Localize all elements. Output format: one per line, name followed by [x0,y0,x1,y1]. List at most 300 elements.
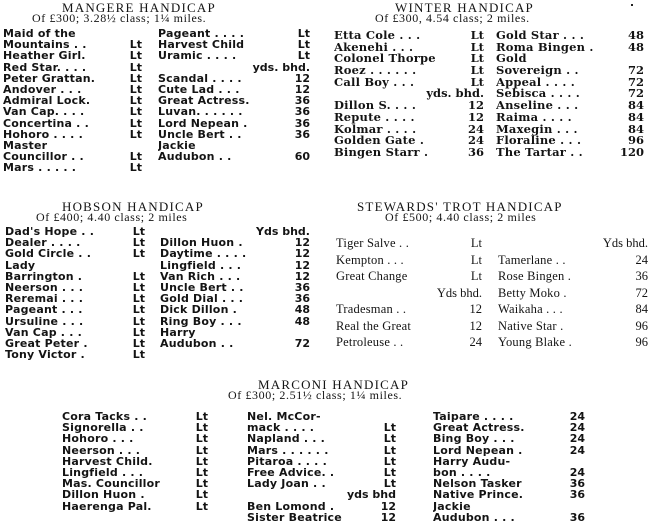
entry-row [62,410,208,421]
entry-row [334,40,484,52]
handicap-mark: Lt [383,443,396,457]
horse-name: Kolmar . . . . [334,121,417,136]
handicap-mark: Lt [129,150,142,164]
entry-row [433,466,585,477]
handicap-mark: 12 [467,109,484,124]
horse-name: Pageant . . . . [158,27,245,40]
horse-name: Master [3,138,48,152]
entry-row [160,247,310,261]
entry-row [433,432,585,446]
horse-name: Hohoro . . . . [3,127,83,141]
handicap-mark: Lt [132,348,145,362]
horse-name: Dad's Hope . . [5,225,95,238]
handicap-mark: Lt [132,236,145,250]
handicap-mark: 72 [627,74,644,89]
handicap-mark: 96 [635,318,648,333]
entry-row [498,253,648,270]
marconi-column-1 [62,410,208,511]
print-speck [631,4,633,6]
marconi-column-3 [433,410,585,522]
horse-name: Luvan. . . . . . [158,105,243,119]
entry-row [158,27,310,38]
entry-row [498,302,648,319]
horse-name: Free Advice. . [247,465,335,479]
horse-name: Great Change [336,269,408,283]
horse-name: Harry [160,325,196,339]
handicap-mark: Lt [470,63,484,78]
entry-row [3,49,142,63]
handicap-mark: Lt [297,38,310,52]
entry-row [334,63,484,78]
handicap-mark: Lt [195,454,208,468]
entry-row [160,326,310,337]
horse-name: Call Boy . . . [334,74,415,89]
entry-row [498,236,648,253]
horse-name: Ben Lomond . [247,499,335,513]
horse-name: Native Star . [498,318,564,333]
horse-name: Mars . . . . . . [247,443,329,457]
entry-row [160,292,310,306]
horse-name: Tony Victor . [5,348,85,362]
horse-name: Daytime . . . . [160,247,247,261]
handicap-mark: 12 [467,98,484,113]
handicap-mark: Lt [132,292,145,306]
entry-row [3,161,142,175]
handicap-mark: Yds bhd. [436,285,482,300]
horse-name: Jackie [433,499,471,513]
handicap-mark: Lt [195,443,208,457]
handicap-mark: Lt [129,105,142,119]
entry-row [158,49,310,63]
horse-name: Raima . . . . [496,109,572,124]
horse-name: Petroleuse . . [336,335,404,349]
handicap-mark: 84 [635,302,648,316]
horse-name: Great Peter . [5,336,88,350]
entry-row [433,477,585,491]
horse-name: Admiral Lock. [3,94,91,108]
entry-row [334,110,484,122]
horse-name: Waikaha . . . [498,302,563,316]
entry-row [247,511,396,522]
handicap-mark: Lt [132,247,145,261]
entry-row [5,236,145,250]
horse-name: Betty Moko . [498,285,567,300]
handicap-mark: Lt [470,269,482,283]
horse-name: Dillon S. . . . [334,98,417,113]
handicap-mark: 24 [569,410,585,423]
entry-row [334,133,484,148]
horse-name: Bing Boy . . . [433,432,515,446]
horse-name: Great Actress. [158,94,250,108]
entry-row [247,444,396,455]
handicap-mark: Lt [129,38,142,52]
handicap-mark: Lt [129,60,142,74]
horse-name: Kempton . . . [336,252,404,267]
horse-name: Lingfield . . . [62,465,144,479]
horse-name: Maxegin . . . [496,121,578,136]
horse-name: Golden Gate . [334,133,425,148]
handicap-mark: Lt [470,74,484,89]
handicap-mark: 36 [294,116,310,130]
entry-row [498,269,648,286]
horse-name: Tamerlane . . [498,252,566,267]
horse-name: Harry Audu- [433,454,511,468]
horse-name: Dillon Huon . [160,236,243,250]
handicap-mark: 48 [294,314,310,328]
entry-row [336,286,482,303]
horse-name: Lingfield . . . [160,258,242,272]
entry-row [3,139,142,150]
entry-row [160,236,310,250]
winter-column-1 [334,28,484,157]
entry-row [62,477,208,491]
horse-name: Real the Great [336,318,411,333]
entry-row [336,236,482,253]
handicap-mark: 12 [294,247,310,261]
marconi-column-2 [247,410,396,522]
handicap-mark: Lt [195,488,208,502]
horse-name: Floraline . . . [496,133,582,148]
handicap-mark: Lt [470,252,482,267]
entry-row [160,315,310,326]
entry-row [3,38,142,52]
horse-name: Nel. McCor- [247,410,321,423]
horse-name: Hohoro . . . [62,432,134,446]
horse-name: Lady [5,258,36,272]
horse-name: Van Cap. . . . [3,105,85,119]
handicap-mark: 24 [469,335,482,349]
entry-row [498,286,648,303]
horse-name: Roez . . . . . . [334,63,417,78]
entry-row [496,40,644,52]
entry-row [496,63,644,78]
handicap-mark: Lt [195,477,208,491]
entry-row [334,28,484,40]
handicap-mark: 36 [569,510,585,524]
horse-name: Dick Dillon . [160,303,238,317]
hobson-title: HOBSON HANDICAP [62,199,204,214]
entry-row [3,128,142,139]
horse-name: Audubon . . [160,336,234,350]
entry-row [62,421,208,435]
entry-row [160,225,310,236]
entry-row [247,421,396,435]
handicap-mark: 120 [619,144,644,159]
horse-name: Native Prince. [433,488,524,502]
horse-name: Ursuline . . . [5,314,84,328]
handicap-mark: 84 [627,121,644,136]
handicap-mark: 48 [627,28,644,42]
horse-name: Appeal . . . . [496,74,575,89]
handicap-mark: 12 [380,499,396,513]
handicap-mark: 12 [294,236,310,250]
entry-row [496,133,644,148]
entry-row [62,466,208,477]
handicap-mark: Lt [132,303,145,317]
entry-row [3,94,142,108]
horse-name: Audubon . . [158,150,232,164]
handicap-mark: 12 [380,510,396,524]
stewards-column-2 [498,236,648,352]
horse-name: mack . . . . [247,421,315,435]
entry-row [498,335,648,352]
horse-name: Anseline . . . [496,98,579,113]
horse-name: Tradesman . . [336,302,407,316]
handicap-mark: Lt [132,336,145,350]
entry-row [3,83,142,94]
handicap-mark: 12 [294,71,310,85]
handicap-mark: Lt [383,432,396,446]
entry-row [336,319,482,336]
horse-name: Haerenga Pal. [62,499,152,513]
entry-row [160,303,310,317]
marconi-subtitle: Of £300; 2.51½ class; 1¼ miles. [228,388,403,402]
horse-name: Repute . . . . [334,109,415,124]
entry-row [496,110,644,122]
entry-row [334,51,484,66]
horse-name: Sister Beatrice [247,510,342,524]
marconi-title: MARCONI HANDICAP [258,377,410,392]
horse-name: Van Cap . . . [5,325,82,339]
handicap-mark: 72 [294,336,310,350]
entry-row [3,117,142,128]
handicap-mark: 84 [627,109,644,124]
entry-row [160,281,310,292]
handicap-mark: Lt [297,27,310,40]
winter-subtitle: Of £300, 4.54 class; 2 miles. [375,11,530,25]
entry-row [247,500,396,511]
handicap-mark: Lt [132,280,145,294]
handicap-mark: 36 [467,144,484,159]
handicap-mark: 24 [569,432,585,446]
handicap-mark: 24 [467,121,484,136]
handicap-mark: Lt [129,116,142,130]
horse-name: Neerson . . . [5,280,84,294]
horse-name: Roma Bingen . [496,39,594,54]
entry-row [5,337,145,348]
entry-row [3,105,142,119]
entry-row [336,269,482,286]
entry-row [433,500,585,511]
horse-name: Rose Bingen . [498,269,572,283]
horse-name: Dillon Huon . [62,488,145,502]
entry-row [160,270,310,281]
entry-row [336,302,482,319]
handicap-mark: Lt [383,421,396,435]
hobson-column-2 [160,225,310,348]
entry-row [498,319,648,336]
horse-name: Audubon . . . [433,510,515,524]
horse-name: Reremai . . . [5,292,84,306]
handicap-mark: 24 [569,421,585,435]
entry-row [336,253,482,270]
winter-title: WINTER HANDICAP [395,0,534,15]
handicap-mark: Lt [129,127,142,141]
stewards-column-1 [336,236,482,352]
horse-name: Ring Boy . . . [160,314,242,328]
handicap-mark: 24 [635,252,648,267]
horse-name: Gold [496,51,527,66]
entry-row [334,145,484,157]
entry-row [158,83,310,94]
handicap-mark: Lt [195,421,208,435]
entry-row [334,75,484,87]
handicap-mark: Lt [470,28,484,42]
handicap-mark: 36 [569,477,585,491]
entry-row [247,455,396,466]
handicap-mark: 84 [627,98,644,113]
entry-row [247,466,396,477]
handicap-mark: 48 [294,303,310,317]
entry-row [433,455,585,466]
horse-name: Pageant . . . [5,303,83,317]
mangere-title: MANGERE HANDICAP [62,0,216,15]
horse-name: Lady Joan . . [247,477,326,491]
hobson-subtitle: Of £400; 4.40 class; 2 miles [36,210,188,224]
handicap-mark: yds. bhd. [426,86,484,101]
horse-name: Mas. Councillor [62,477,161,491]
handicap-mark: 12 [294,258,310,272]
handicap-mark: Lt [132,269,145,283]
horse-name: Lord Nepean . [433,443,523,457]
entry-row [3,61,142,72]
mangere-column-1 [3,27,142,175]
entry-row [62,488,208,502]
handicap-mark: 36 [294,280,310,294]
hobson-column-1 [5,225,145,362]
entry-row [62,500,208,511]
entry-row [334,122,484,134]
horse-name: Tiger Salve . . [336,236,410,250]
handicap-mark: Lt [129,82,142,96]
entry-row [158,105,310,119]
entry-row [3,150,142,164]
handicap-mark: 12 [469,302,482,316]
handicap-mark: Lt [132,314,145,328]
horse-name: Sovereign . . [496,63,579,78]
handicap-mark: Lt [195,465,208,479]
horse-name: Bingen Starr . [334,144,429,159]
handicap-mark: 12 [294,82,310,96]
handicap-mark: Lt [383,465,396,479]
handicap-mark: yds. bhd. [252,60,310,74]
horse-name: Neerson . . . [62,443,141,457]
entry-row [433,421,585,435]
horse-name: Mars . . . . . [3,161,77,175]
handicap-mark: 72 [627,86,644,101]
horse-name: bon . . . . [433,465,491,479]
horse-name: Red Star. . . . [3,60,87,74]
horse-name: Akenehi . . . [334,39,414,54]
entry-row [158,128,310,139]
handicap-mark: Lt [383,477,396,491]
handicap-mark: 36 [635,269,648,283]
horse-name: Andover . . . [3,82,82,96]
horse-name: Great Actress. [433,421,525,435]
handicap-mark: Lt [129,94,142,108]
entry-row [160,259,310,270]
entry-row [158,150,310,164]
horse-name: Pitaroa . . . . [247,454,327,468]
entry-row [496,51,644,66]
handicap-mark: 36 [294,105,310,119]
entry-row [496,122,644,134]
entry-row [158,38,310,52]
entry-row [5,348,145,362]
handicap-mark: 48 [627,39,644,54]
horse-name: Cute Lad . . . [158,82,240,96]
handicap-mark: 60 [294,150,310,164]
horse-name: Napland . . . [247,432,326,446]
entry-row [158,117,310,128]
mangere-subtitle: Of £300; 3.28½ class; 1¼ miles. [32,11,207,25]
horse-name: Councillor . . [3,150,84,164]
entry-row [5,303,145,317]
stewards-title: STEWARDS' TROT HANDICAP [357,199,563,214]
handicap-mark: 36 [294,292,310,306]
horse-name: Lord Nepean . [158,116,248,130]
entry-row [496,75,644,87]
entry-row [247,477,396,491]
horse-name: Uramic . . . . [158,49,237,63]
entry-row [5,281,145,292]
entry-row [433,410,585,421]
handicap-mark: Lt [195,499,208,513]
handicap-mark: Lt [470,39,484,54]
horse-name: Concertina . . [3,116,89,130]
handicap-mark: 24 [467,133,484,148]
handicap-mark: 36 [294,127,310,141]
mangere-column-2 [158,27,310,164]
horse-name: Maid of the [3,27,76,40]
entry-row [62,444,208,455]
horse-name: Heather Girl. [3,49,86,63]
handicap-mark: 36 [569,488,585,502]
entry-row [5,225,145,236]
entry-row [5,292,145,306]
horse-name: Harvest Child. [62,454,153,468]
handicap-mark: 24 [569,465,585,479]
horse-name: Uncle Bert . . [160,280,244,294]
entry-row [5,247,145,261]
entry-row [336,335,482,352]
entry-row [496,98,644,113]
handicap-mark: 36 [294,94,310,108]
handicap-mark: Lt [470,51,484,66]
horse-name: Jackie [158,138,196,152]
handicap-mark: Lt [129,71,142,85]
horse-name: Van Rich . . . [160,269,241,283]
horse-name: Harvest Child [158,38,245,52]
handicap-mark: Lt [129,161,142,175]
handicap-mark: Lt [132,325,145,339]
entry-row [62,455,208,466]
handicap-mark: 12 [469,318,482,333]
entry-row [247,410,396,421]
handicap-mark: yds bhd [346,488,396,502]
horse-name: Uncle Bert . . [158,127,242,141]
entry-row [247,432,396,446]
entry-row [158,72,310,83]
entry-row [3,72,142,83]
horse-name: Gold Dial . . . [160,292,244,306]
stewards-subtitle: Of £500; 4.40 class; 2 miles [385,210,537,224]
horse-name: Mountains . . [3,38,87,52]
entry-row [496,28,644,40]
handicap-mark: Lt [195,432,208,446]
horse-name: Gold Star . . . [496,28,585,42]
entry-row [5,315,145,326]
